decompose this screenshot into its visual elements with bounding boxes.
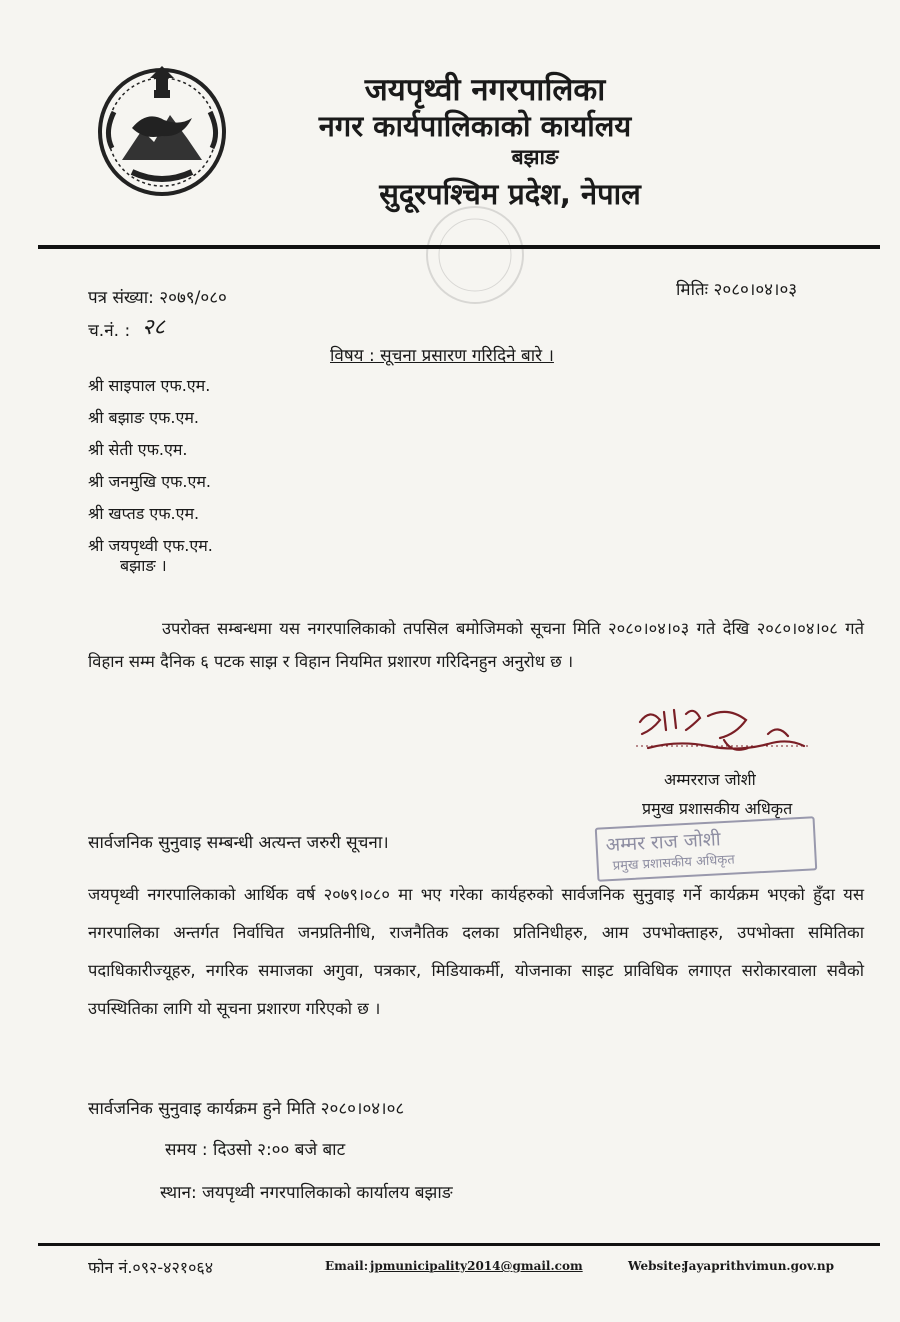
footer-divider: [38, 1243, 880, 1246]
province-name: सुदूरपश्चिम प्रदेश, नेपाल: [379, 177, 641, 211]
request-paragraph: उपरोक्त सम्बन्धमा यस नगरपालिकाको तपसिल बमोजिमको सूचना मिति २०८०।०४।०३ गते देखि २०८०।०४।०८ गते विहान सम्म दैनिक ६ पटक साझ र विहान नियमित प्रशारण गरिदिनहुन अनुरोध छ ।: [88, 619, 864, 671]
reference-number: पत्र संख्या: २०७९/०८०: [88, 288, 227, 308]
recipient-item: श्री साइपाल एफ.एम.: [88, 376, 211, 395]
official-stamp: [595, 816, 818, 881]
hearing-venue: स्थान: जयपृथ्वी नगरपालिकाको कार्यालय बझाङ: [160, 1183, 453, 1203]
recipient-item: श्री सेती एफ.एम.: [88, 440, 188, 459]
office-name: नगर कार्यपालिकाको कार्यालय: [318, 109, 632, 143]
handwritten-signature: [628, 700, 838, 770]
stamp-name: अम्मर राज जोशी: [605, 828, 722, 857]
footer-website[interactable]: Jayaprithvimun.gov.np: [683, 1259, 835, 1273]
district-name: बझाङ: [511, 145, 559, 169]
letter-subject: विषय : सूचना प्रसारण गरिदिने बारे ।: [330, 346, 554, 366]
faint-stamp-mark: [410, 200, 540, 310]
footer-email[interactable]: jpmunicipality2014@gmail.com: [370, 1259, 583, 1273]
signatory-name: अम्मरराज जोशी: [664, 770, 756, 789]
recipient-address: बझाङ ।: [120, 556, 167, 575]
footer-email-label: Email:: [325, 1259, 369, 1273]
recipient-item: श्री खप्तड एफ.एम.: [88, 504, 200, 523]
recipient-item: श्री बझाङ एफ.एम.: [88, 408, 199, 427]
recipient-item: श्री जनमुखि एफ.एम.: [88, 472, 211, 491]
signatory-title: प्रमुख प्रशासकीय अधिकृत: [642, 799, 793, 818]
stamp-title: प्रमुख प्रशासकीय अधिकृत: [612, 852, 736, 874]
recipient-item: श्री जयपृथ्वी एफ.एम.: [88, 536, 213, 555]
municipality-name: जयपृथ्वी नगरपालिका: [364, 72, 606, 108]
dispatch-label: च.नं. :: [88, 321, 131, 341]
hearing-date: सार्वजनिक सुनुवाइ कार्यक्रम हुने मिति २०८०।०४।०८: [88, 1099, 405, 1119]
footer-phone: फोन नं.०९२-४२१०६४: [88, 1258, 214, 1277]
notice-title: सार्वजनिक सुनुवाइ सम्बन्धी अत्यन्त जरुरी सूचना।: [88, 833, 389, 853]
dispatch-number: २८: [142, 315, 165, 340]
header-divider: [38, 245, 880, 249]
recipient-list: [88, 374, 213, 566]
notice-paragraph: जयपृथ्वी नगरपालिकाको आर्थिक वर्ष २०७९।०८० मा भए गरेका कार्यहरुको सार्वजनिक सुनुवाइ गर्ने कार्यक्रम भएको हुँदा यस नगरपालिका अन्तर्गत निर्वाचित जनप्रतिनीधि, राजनैतिक दलका प्रतिनिधीहरु, आम उपभोक्ताहरु, उपभोक्ता समितिका पदाधिकारीज्यूहरु, नगरिक समाजका अगुवा, पत्रकार, मिडियाकर्मी, योजनाका साइट प्राविधिक लगाएत सरोकारवाला सवैको उपस्थितिका लागि यो सूचना प्रशारण गरिएको छ ।: [88, 885, 864, 1018]
footer-website-label: Website:: [628, 1259, 686, 1273]
letter-date: मितिः २०८०।०४।०३: [676, 280, 798, 300]
hearing-time: समय : दिउसो २:०० बजे बाट: [165, 1140, 346, 1160]
